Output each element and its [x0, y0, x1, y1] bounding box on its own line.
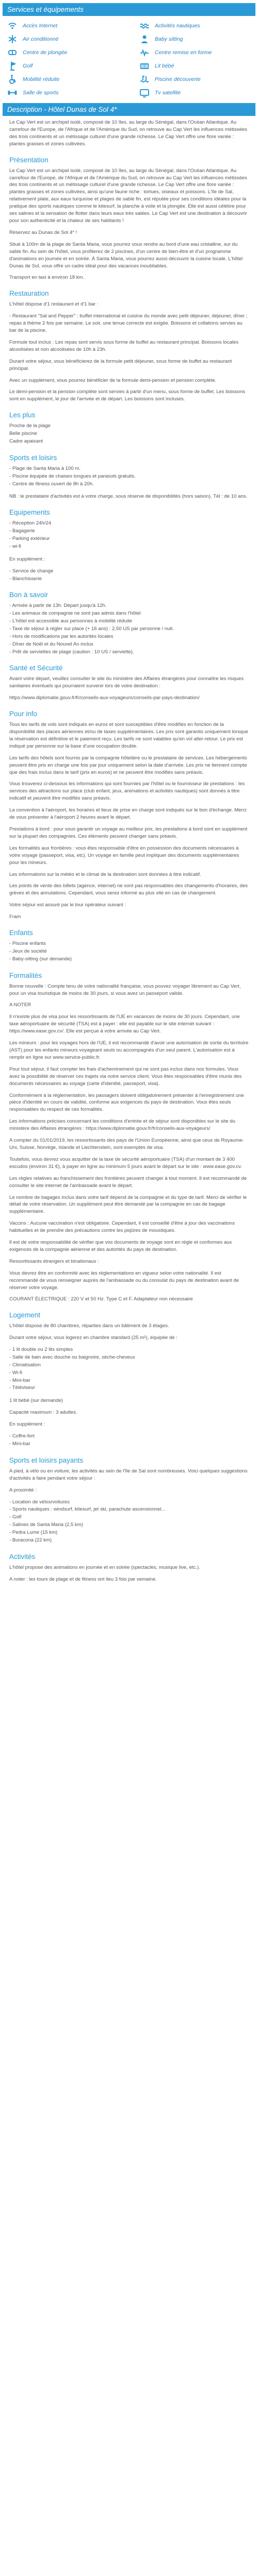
list-item: - Golf [9, 1514, 22, 1520]
paragraph: https://www.diplomatie.gouv.fr/fr/conseils-aux-voyageurs/conseils-par-pays-destination/ [9, 695, 200, 701]
bullet-list [9, 1433, 249, 1448]
paragraph: Le nombre de bagages inclus dans votre tarif dépend de la compagnie et du type de tarif. Merci de vérifier le détail de votre réservation. Un supplément peut être demandé par la compagnie en cas de bagage supplémentaire. [9, 1194, 247, 1215]
service-item [7, 46, 119, 59]
wheelchair-icon [7, 74, 18, 84]
paragraph: Tous les tarifs de vols sont indiqués en euros et sont susceptibles d'être modifiés en fonction de la disponibilité des places aériennes et/ou de taxes supplémentaires. Les prix sont garantis uniquement lorsque la réservation est définitive et le paiement reçu. Les tarifs ne sont valables qu'en vol aller-retour. Le prix est indiqué par personne sur la base d'une occupation double. [9, 722, 248, 749]
list-item: - Coffre-fort [9, 1433, 35, 1439]
paragraph: Le demi-pension et la pension complète sont servies à partir d'un menu, sous forme de buffet. Les boissons sont en supplément, le jour de l'arrivée et de départ. Les boissons sont incluses. [9, 389, 246, 402]
paragraph: Les mineurs : pour les voyages hors de l'UE, il est recommandé d'avoir une autorisation de sortie du territoire (AST) pour les enfants mineurs voyageant seuls ou accompagnés d'un seul parent. L'autorisation est à remplir en ligne sur www.service-public.fr. [9, 1040, 249, 1060]
bullet-list [9, 422, 249, 446]
list-item: Proche de la plage [9, 423, 51, 429]
paragraph: Fram [9, 914, 21, 920]
paragraph: A NOTER [9, 1002, 31, 1008]
list-item: - Les animaux de compagnie ne sont pas admis dans l'hôtel [9, 611, 141, 617]
baby-icon [139, 34, 150, 44]
service-label: Centre de plongée [23, 49, 68, 56]
paragraph: Avant votre départ, veuillez consulter le site du ministère des Affaires étrangères pour connaître les risques sanitaires éventuels qui pourraient survenir lors de votre destination : [9, 676, 244, 689]
section-title: Pour info [9, 710, 38, 718]
list-item: - Téléviseur [9, 1385, 35, 1391]
dumbbell-icon [7, 88, 18, 98]
list-item: - wi-fi [9, 543, 21, 549]
section-title: Enfants [9, 929, 33, 937]
section-title: Equipements [9, 509, 50, 517]
service-item [139, 32, 251, 45]
service-item [7, 59, 119, 72]
paragraph: A pied, à vélo ou en voiture, les activités au sein de l'île de Sal sont nombreuses. Voici quelques suggestions d'activités à faire pendant votre séjour : [9, 1468, 248, 1481]
list-item: - L'hôtel est accessible aux personnes à mobilité réduite [9, 618, 133, 624]
list-item: - Hors de modifications par les autorités locales [9, 633, 114, 639]
paragraph: Le Cap Vert est un archipel isolé, composé de 10 îles, au large du Sénégal, dans l'Océan Atlantique. Au carrefour de l'Europe, de l'Afrique et de l'Amérique du Sud, on retrouve au Cap Vert les influences métissées des trois continents et un métissage culturel d'une grande richesse. Le Cap Vert offre une flore variée : plantes grasses et zones cultivées, ainsi qu'une faune riche : tortues, oiseaux et poissons. L'île de Sal, relativement plate, aux eaux turquoise et plages de sable fin, est réputée pour ses conditions idéales pour la pratique des sports nautiques comme le kitesurf, la planche à voile et la plongée. Elle est aussi célèbre pour ses salines et la sensation de flotter dans leurs eaux très salées. Le Cap Vert est une destination à découvrir pour son authenticité et la chaleur de ses habitants ! [9, 167, 247, 224]
service-label: Golf [23, 62, 33, 69]
description-content [0, 116, 258, 1592]
list-item: - Mini-bar [9, 1377, 30, 1383]
paragraph: En supplément : [9, 556, 45, 562]
section-title: Présentation [9, 156, 49, 164]
section-title: Sports et loisirs payants [9, 1456, 84, 1464]
paragraph: A proximité : [9, 1487, 37, 1493]
service-label: Air conditionné [23, 36, 59, 42]
section-title: Formalités [9, 971, 42, 979]
description-header: Description - Hôtel Dunas de Sol 4* [3, 103, 255, 116]
paragraph: Situé à 100m de la plage de Santa Maria, vous pourrez vous rendre au bord d'une eau cristalline, sur du sable fin. Au sein de l'hôtel, vous profiterez de 2 piscines, d'un centre de bien-être et d'un programme d'animations en journée et en soirée. À Santa Maria, vous pourrez aussi découvrir la cuisine locale. L'hôtel Dunas de Sol, vous offre un cadre idéal pour des vacances inoubliables. [9, 241, 243, 269]
paragraph: Capacité maximum : 3 adultes. [9, 1410, 77, 1416]
bullet-list [9, 568, 249, 583]
snowflake-icon [7, 34, 18, 44]
services-header: Services et équipements [3, 3, 255, 16]
paragraph: Vous devrez être en conformité avec les réglementations en vigueur selon votre nationalité. Il est recommandé de vous renseigner auprès de l'ambassade ou du consulat du pays de destination avant de réserver votre voyage. [9, 1270, 239, 1291]
paragraph: Pour tout séjour, il faut compter les frais d'acheminement qui ne sont pas inclus dans nos formules. Vous avez la possibilité de réserver ces trajets via notre service client. Vous êtes responsables d'être munis des documents nécessaires au voyage (carte d'identité, passeport, visa). [9, 1066, 242, 1087]
paragraph: En supplément : [9, 1421, 45, 1428]
paragraph: Toutefois, vous devrez vous acquitter de la taxe de sécurité aéroportuaire (TSA) d'un montant de 3 400 escudos (environ 31 €), à payer en ligne au minimum 5 jours avant le départ sur le site : www.ease.gov.cv. [9, 1156, 242, 1170]
paragraph: Transport en taxi à environ 18 km. [9, 275, 85, 281]
bullet-list [9, 1346, 249, 1392]
service-label: Baby sitting [155, 36, 183, 42]
service-label: Accès Internet [23, 22, 58, 29]
services-grid [0, 16, 258, 101]
paragraph: Vaccins : Aucune vaccination n'est obligatoire. Cependant, il est conseillé d'être à jour des vaccinations habituelles et de prendre des précautions contre les piqûres de moustiques. [9, 1221, 235, 1234]
paragraph: NB : le prestataire d'activités est à votre charge, sous réserve de disponibilités (hors saison). Tél : de 10 ans. [9, 494, 248, 500]
section-title: Les plus [9, 411, 36, 419]
list-item: - Bagagerie [9, 528, 35, 534]
list-item: - Jeux de société [9, 948, 47, 954]
list-item: - Sports nautiques : windsurf, kitesurf, jet ski, parachute ascensionnel... [9, 1506, 166, 1513]
list-item: - Prêt de serviettes de plage (caution : 10 US / serviette). [9, 649, 134, 655]
paragraph: - Restaurant "Sal and Pepper" : buffet international et cuisine du monde avec petit déjeuner, déjeuner, dîner ; repas à thème 2 fois par semaine. Le soir, une tenue correcte est exigée. Boissons et collations servies au bar de la piscine. [9, 313, 248, 334]
golf-icon [7, 61, 18, 71]
list-item: - Salines de Santa Maria (2,5 km) [9, 1522, 83, 1528]
paragraph: L'hôtel dispose de 80 chambres, réparties dans un bâtiment de 3 étages. [9, 1323, 169, 1329]
paragraph: Les points de vente des billets (agence, internet) ne sont pas responsables des changements d'horaires, des grèves et des annulations. Cependant, vous serez informé au plus vite en cas de changement. [9, 883, 248, 896]
paragraph: Les formalités aux frontières : vous êtes responsable d'être en possession des documents nécessaires à votre voyage (passeport, visa, etc). Un voyage en famille peut impliquer des documents supplémentaires pour les mineurs. [9, 845, 239, 866]
wifi-icon [7, 21, 18, 31]
paragraph: Les tarifs des hôtels sont fournis par la compagnie hôtelière ou le prestataire de services. Les hébergements peuvent être pris en charge une fois par jour uniquement selon la date d'arrivée. Les prix ne tiennent compte que des frais inclus dans le tarif (prix en euros) et ne peuvent être modifiés sans préavis. [9, 755, 247, 775]
service-item [7, 19, 119, 32]
paragraph: 1 lit bébé (sur demande) [9, 1398, 63, 1404]
section-title: Activités [9, 1552, 36, 1561]
diving-icon [7, 47, 18, 58]
service-item [7, 32, 119, 45]
paragraph: COURANT ÉLECTRIQUE : 220 V et 50 Hz. Type C et F. Adaptateur non nécessaire [9, 1296, 193, 1302]
paragraph: Avec un supplément, vous pourrez bénéficier de la formule demi-pension et pension complète. [9, 377, 217, 383]
paragraph: Les informations sur la météo et le climat de la destination sont données à titre indicatif. [9, 871, 201, 877]
list-item: - Buracona (22 km) [9, 1537, 52, 1543]
list-item: - Service de change [9, 568, 54, 574]
list-item: - Centre de fitness ouvert de 8h à 20h. [9, 481, 94, 487]
paragraph: Formule tout inclus : Les repas sont servis sous forme de buffet au restaurant principal. Boissons locales alcoolisées et non alcoolisées de 10h à 23h. [9, 339, 239, 352]
paragraph: Durant votre séjour, vous logerez en chambre standard (25 m²), équipée de : [9, 1335, 178, 1341]
list-item: - Arrivée à partir de 13h. Départ jusqu'à 12h. [9, 603, 107, 609]
service-item [139, 46, 251, 59]
list-item: Belle piscine [9, 431, 37, 437]
list-item: - Piscine enfants [9, 941, 46, 947]
list-item: - Taxe de séjour à régler sur place (+ 16 ans) : 2,50 US par personne / nuit. [9, 625, 174, 632]
paragraph: Le Cap Vert est un archipel isolé, composé de 10 îles, au large du Sénégal, dans l'Océan Atlantique. Au carrefour de l'Europe, de l'Afrique et de l'Amérique du Sud, on retrouve au Cap Vert les influences métissées des trois continents et un métissage culturel d'une grande richesse. Le Cap Vert offre une flore variée : plantes grasses et zones cultivées. [9, 120, 247, 147]
list-item: - Baby-sitting (sur demande) [9, 956, 72, 962]
fitness-icon [139, 47, 150, 58]
service-label: Salle de sports [23, 89, 59, 96]
service-item [139, 73, 251, 86]
service-item [139, 19, 251, 32]
list-item: - Piscine équipée de chaises longues et parasols gratuits. [9, 473, 136, 479]
section-title: Bon à savoir [9, 591, 49, 599]
paragraph: Ressortissants étrangers et binationaux : [9, 1258, 99, 1264]
paragraph: L'hôtel dispose d'1 restaurant et d'1 bar : [9, 301, 99, 308]
service-label: Mobilité réduite [23, 76, 60, 82]
paragraph: L'hôtel propose des animations en journée et en soirée (spectacles, musique live, etc.). [9, 1564, 200, 1570]
paragraph: Vous trouverez ci-dessous les informations qui sont fournies par l'hôtel ou le fournisseur de prestations : les services des attractions sur place (club enfant, jeux, animations et activités nautiques) sont donnés à titre indicatif et peuvent être modifiés sans préavis. [9, 781, 245, 802]
paragraph: La convention à l'aéroport, les horaires et lieux de prise en charge sont indiqués sur le bon d'échange. Merci de vous présenter à l'aéroport 2 heures avant le départ. [9, 807, 247, 821]
pool-icon [139, 74, 150, 84]
list-item: - Réception 24h/24 [9, 520, 52, 527]
bullet-list [9, 1499, 249, 1545]
list-item: - Parking extérieur [9, 536, 50, 542]
tv-icon [139, 88, 150, 98]
paragraph: Il est de votre responsabilité de vérifier que vos documents de voyage sont en règle et conformes aux exigences de la compagnie aérienne et des autorités du pays de destination. [9, 1240, 232, 1252]
service-label: Lit bébé [155, 62, 174, 69]
section-title: Sports et loisirs [9, 453, 57, 462]
list-item: - Pedra Lume (15 km) [9, 1529, 58, 1535]
paragraph: Les règles relatives au franchissement des frontières peuvent changer à tout moment. Il est recommandé de consulter le site internet de l'ambassade avant le départ. [9, 1175, 247, 1189]
bullet-list [9, 520, 249, 550]
section-title: Restauration [9, 290, 49, 298]
paragraph: Prestations à bord : pour vous garantir un voyage au meilleur prix, les prestations à bord sont en supplément sur la plupart des compagnies. Ces éléments peuvent changer sans préavis. [9, 826, 248, 839]
list-item: - 1 lit double ou 2 lits simples [9, 1347, 73, 1353]
list-item: Cadre apaisant [9, 438, 43, 444]
paragraph: Réservez au Dunas de Sol 4* ! [9, 229, 77, 235]
service-item [7, 86, 119, 99]
paragraph: Durant votre séjour, vous bénéficierez de la formule petit déjeuner, sous forme de buffet au restaurant principal. [9, 358, 232, 371]
list-item: - Wi-fi [9, 1369, 23, 1376]
service-item [139, 86, 251, 99]
service-item [139, 59, 251, 72]
crib-icon [139, 61, 150, 71]
list-item: - Blanchisserie [9, 575, 42, 582]
list-item: - Mini-bar [9, 1440, 30, 1447]
paragraph: A compter du 01/01/2019, les ressortissants des pays de l'Union Européenne, ainsi que ceux de Royaume-Uni, Suisse, Norvège, Islande et Liechtenstein, sont exemptés de visa. [9, 1138, 244, 1150]
list-item: - Plage de Santa Maria à 100 m. [9, 465, 81, 471]
paragraph: Les informations précises concernant les conditions d'entrée et de séjour sont disponibles sur le site du ministère des Affaires étrangères : https://www.diplomatie.gouv.fr/fr/conseils-aux-voyageurs/ [9, 1118, 236, 1132]
service-label: Centre remise en forme [155, 49, 212, 56]
paragraph: Il n'existe plus de visa pour les ressortissants de l'UE en vacances de moins de 30 jours. Cependant, une taxe aéroportuaire de sécurité (TSA) est à payer : elle est payable sur le site internet suivant : https://www.ease.gov.cv/. Elle est perçue à votre arrivée au Cap Vert. [9, 1014, 240, 1035]
section-title: Logement [9, 1311, 41, 1319]
list-item: - Location de vélos/voitures [9, 1499, 70, 1505]
paragraph: Votre séjour est assuré par le tour opérateur suivant : [9, 902, 126, 908]
bullet-list [9, 940, 249, 963]
list-item: - Climatisation [9, 1362, 41, 1368]
service-label: Piscine découverte [155, 76, 201, 82]
paragraph: Conformément à la réglementation, les passagers doivent obligatoirement présenter à l'enregistrement une pièce d'identité en cours de validité, conforme aux exigences du pays de destination. Vous êtes seuls responsables du respect de ces formalités. [9, 1092, 244, 1113]
paragraph: Bonne nouvelle : Compte tenu de votre nationalité française, vous pouvez voyager librement au Cap Vert, pour un visa touristique de moins de 30 jours, si vous avez un passeport valide. [9, 983, 241, 996]
service-label: Activités nautiques [155, 22, 200, 29]
bullet-list [9, 465, 249, 488]
list-item: - Dîner de Noël et du Nouvel An inclus [9, 641, 93, 647]
service-label: Tv satellite [155, 89, 181, 96]
list-item: - Salle de bain avec douche ou baignoire, sèche-cheveux [9, 1354, 135, 1361]
paragraph: A noter : les tours de plage et de fitness ont lieu 3 fois par semaine. [9, 1576, 157, 1582]
section-title: Santé et Sécurité [9, 664, 63, 672]
bullet-list [9, 602, 249, 656]
waves-icon [139, 21, 150, 31]
service-item [7, 73, 119, 86]
